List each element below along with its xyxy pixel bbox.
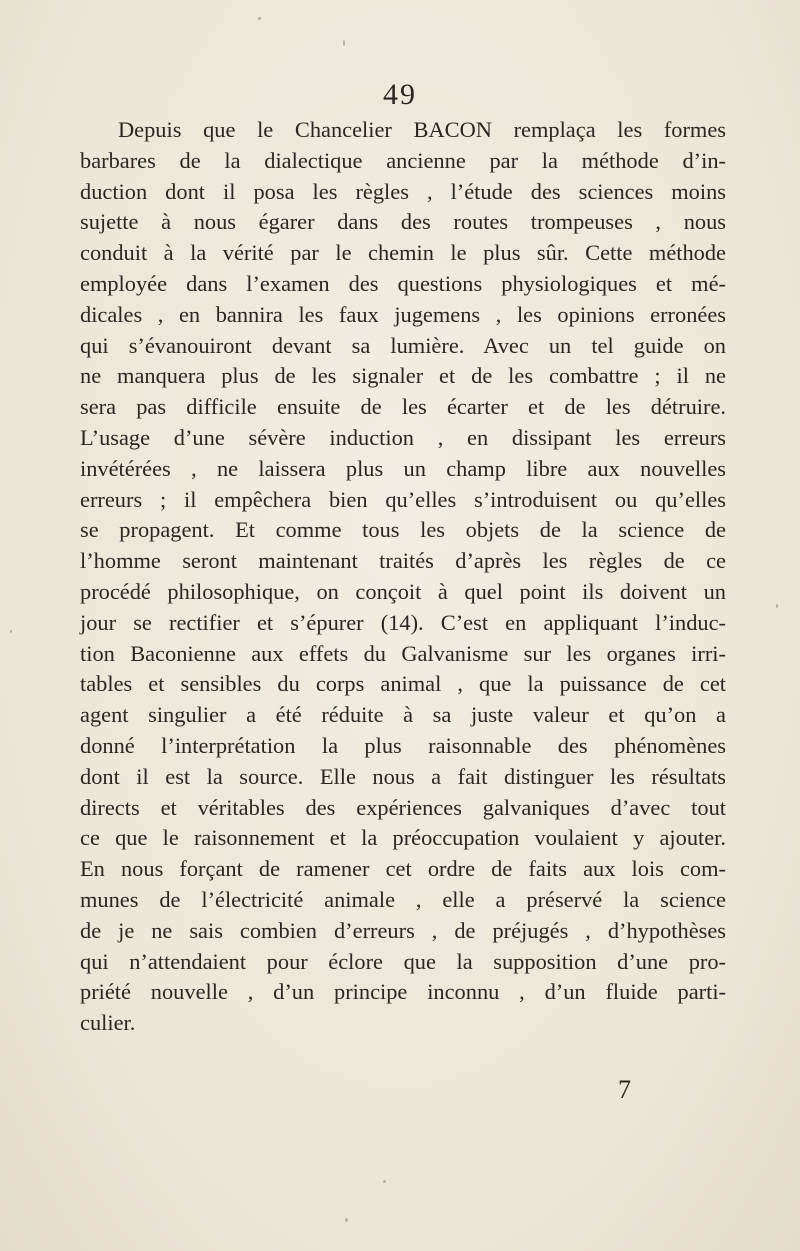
paper-speck [10,630,12,633]
text-line: sujette à nous égarer dans des routes trompeuses , nous [80,209,726,235]
paper-speck [258,17,261,20]
text-line: qui n’attendaient pour éclore que la supposition d’une pro- [80,948,726,974]
text-line: Depuis que le Chancelier BACON remplaça les formes [118,117,726,142]
text-line: procédé philosophique, on conçoit à quel point ils doivent un [80,578,726,604]
text-line: tables et sensibles du corps animal , que la puissance de cet [80,671,726,697]
text-line: barbares de la dialectique ancienne par la méthode d’in- [80,147,726,173]
text-line: erreurs ; il empêchera bien qu’elles s’introduisent ou qu’elles [80,486,726,512]
text-line: jour se rectifier et s’épurer (14). C’est en appliquant l’induc- [80,609,726,635]
paper-speck [343,40,345,46]
text-line: de je ne sais combien d’erreurs , de préjugés , d’hypothèses [80,917,726,943]
text-line: agent singulier a été réduite à sa juste valeur et qu’on a [80,702,726,728]
text-line: qui s’évanouiront devant sa lumière. Avec un tel guide on [80,332,726,358]
paper-speck [776,604,778,608]
text-line: dicales , en bannira les faux jugemens , les opinions erronées [80,301,726,327]
text-line: conduit à la vérité par le chemin le plus sûr. Cette méthode [80,240,726,266]
paper-speck [383,1180,386,1183]
text-line: dont il est la source. Elle nous a fait distinguer les résultats [80,763,726,789]
signature-mark: 7 [618,1075,631,1104]
text-line: l’homme seront maintenant traités d’après les règles de ce [80,548,726,574]
text-line: L’usage d’une sévère induction , en dissipant les erreurs [80,424,726,450]
text-line: directs et véritables des expériences galvaniques d’avec tout [80,794,726,820]
text-line: culier. [80,1010,136,1036]
text-line: employée dans l’examen des questions physiologiques et mé- [80,270,726,296]
paper-speck [345,1218,348,1222]
text-line: ne manquera plus de les signaler et de les combattre ; il ne [80,363,726,389]
text-line: duction dont il posa les règles , l’étude des sciences moins [80,178,726,204]
text-line: tion Baconienne aux effets du Galvanisme sur les organes irri- [80,640,726,666]
body-paragraph [80,115,726,1039]
text-line: donné l’interprétation la plus raisonnable des phénomènes [80,732,726,758]
text-line: priété nouvelle , d’un principe inconnu , d’un fluide parti- [80,979,726,1005]
page-number: 49 [383,78,417,111]
text-line: se propagent. Et comme tous les objets de la science de [80,517,726,543]
text-line: sera pas difficile ensuite de les écarter et de les détruire. [80,394,726,420]
text-line: munes de l’électricité animale , elle a préservé la science [80,886,726,912]
text-line: ce que le raisonnement et la préoccupation voulaient y ajouter. [80,825,726,851]
text-line: invétérées , ne laissera plus un champ libre aux nouvelles [80,455,726,481]
text-line: En nous forçant de ramener cet ordre de faits aux lois com- [80,856,726,882]
